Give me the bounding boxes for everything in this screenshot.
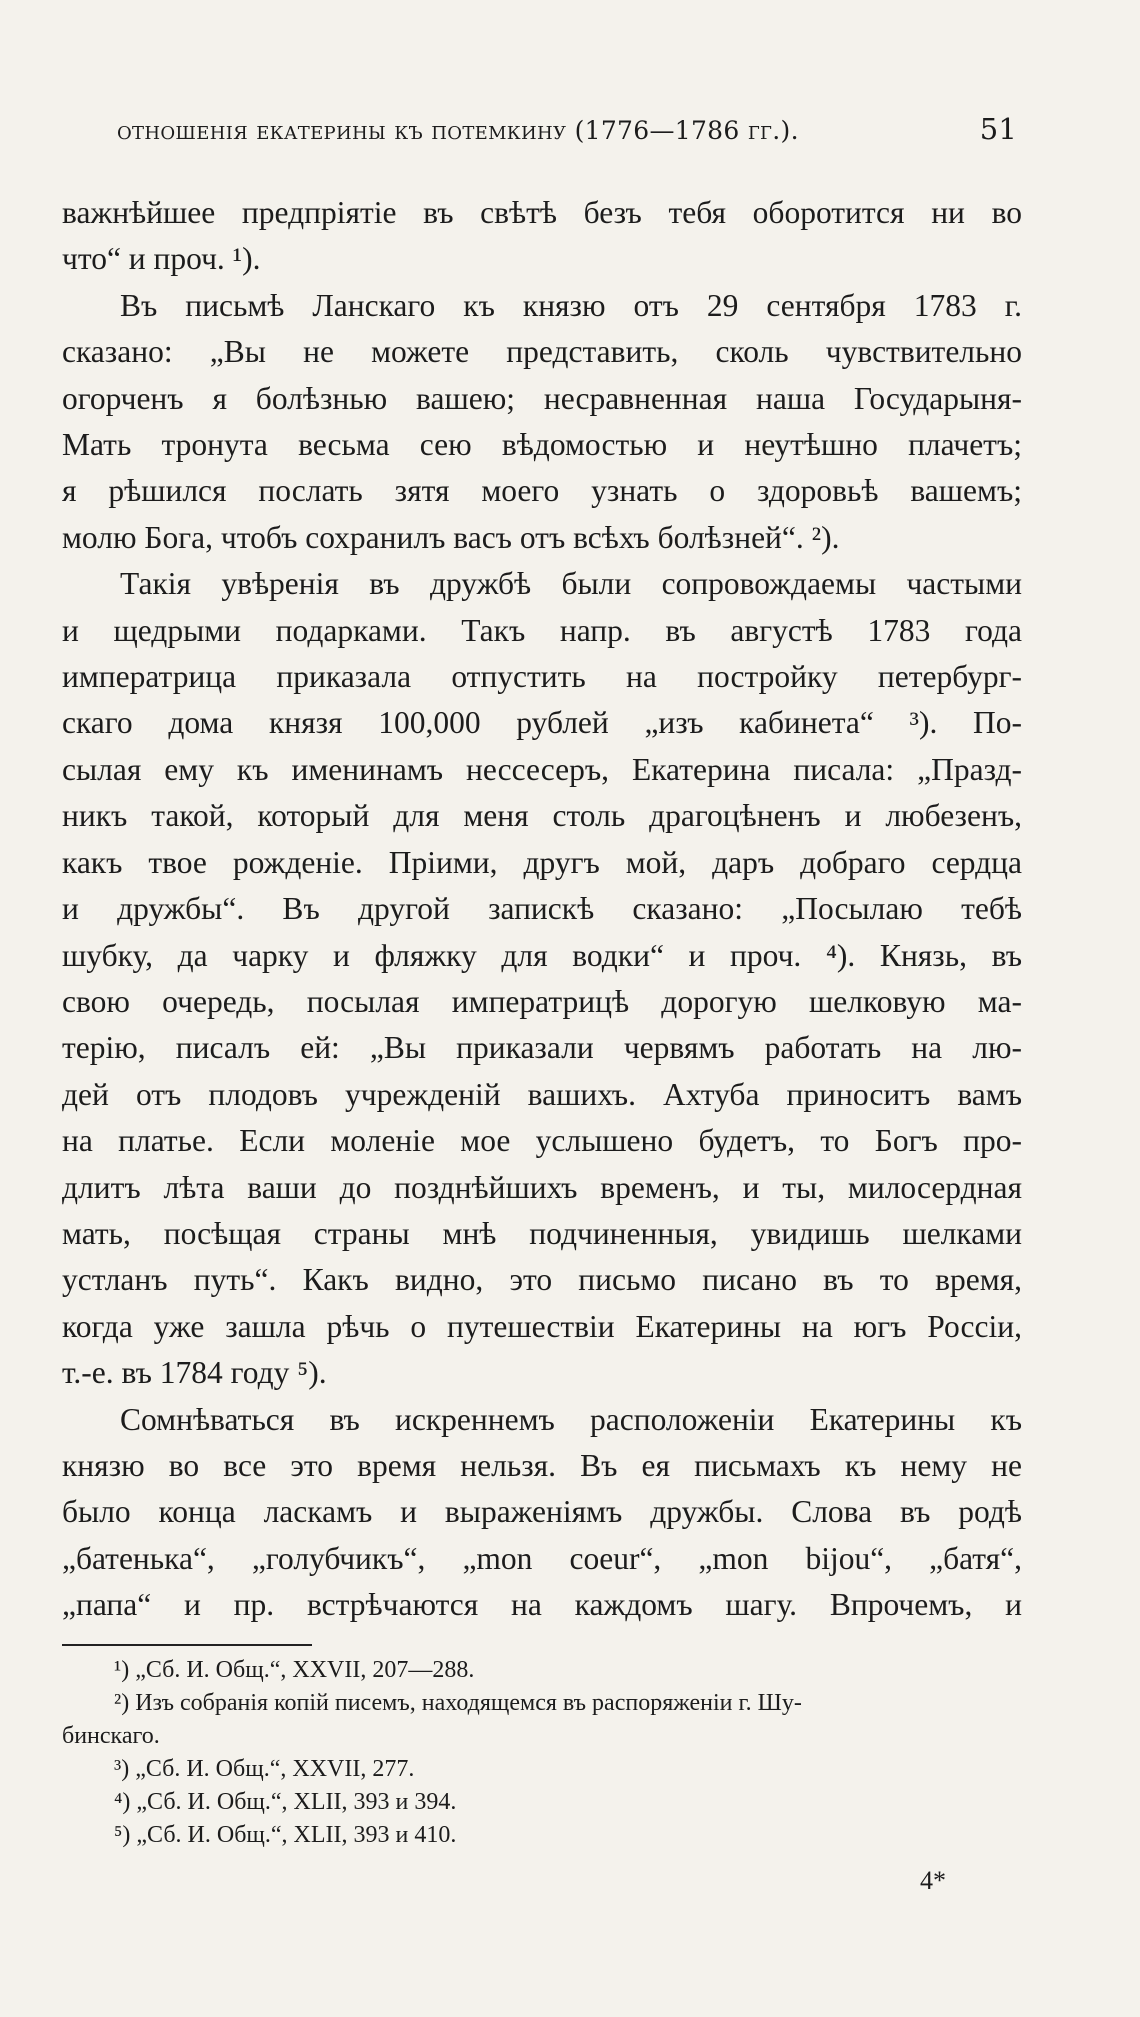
text-line: дей отъ плодовъ учрежденій вашихъ. Ахтуба приноситъ вамъ — [62, 1076, 1022, 1112]
text-line: важнѣйшее предпріятіе въ свѣтѣ безъ тебя оборотится ни во — [62, 195, 1022, 230]
page-number: 51 — [979, 112, 1017, 146]
text-line: было конца ласкамъ и выраженіямъ дружбы. Слова въ родѣ — [62, 1494, 1022, 1530]
text-line: свою очередь, посылая императрицѣ дорогую шелковую ма- — [62, 983, 1022, 1019]
text-line: и дружбы“. Въ другой запискѣ сказано: „Посылаю тебѣ — [62, 891, 1022, 927]
text-line: и щедрыми подарками. Такъ напр. въ августѣ 1783 года — [62, 612, 1022, 648]
footnote: ²) Изъ собранія копій писемъ, находящемся въ распоряженіи г. Шу- — [114, 1690, 802, 1716]
running-title: отношенія екатерины къ потемкину (1776—1786 гг.). — [117, 116, 799, 145]
text-line: Такія увѣренія въ дружбѣ были сопровождаемы частыми — [120, 566, 1022, 602]
text-line: никъ такой, который для меня столь драгоцѣненъ и любезенъ, — [62, 798, 1022, 834]
footnote: ¹) „Сб. И. Общ.“, XXVII, 207—288. — [114, 1657, 475, 1683]
text-line: Въ письмѣ Ланскаго къ князю отъ 29 сентября 1783 г. — [120, 287, 1022, 323]
text-line: когда уже зашла рѣчь о путешествіи Екатерины на югъ Россіи, — [62, 1308, 1022, 1344]
text-line: молю Бога, чтобъ сохранилъ васъ отъ всѣхъ болѣзней“. ²). — [62, 519, 840, 555]
footnotes — [62, 1654, 1022, 1852]
footnote: ⁵) „Сб. И. Общ.“, XLII, 393 и 410. — [114, 1822, 457, 1848]
text-line: что“ и проч. ¹). — [62, 241, 261, 277]
text-line: устланъ путь“. Какъ видно, это письмо писано въ то время, — [62, 1262, 1022, 1298]
text-line: т.-е. въ 1784 году ⁵). — [62, 1355, 327, 1391]
text-line: шубку, да чарку и фляжку для водки“ и проч. ⁴). Князь, въ — [62, 937, 1022, 973]
footnote: ³) „Сб. И. Общ.“, XXVII, 277. — [114, 1756, 415, 1782]
text-line: князю во все это время нельзя. Въ ея письмахъ къ нему не — [62, 1447, 1022, 1483]
main-text — [62, 190, 1022, 1629]
text-line: сылая ему къ именинамъ нессесеръ, Екатерина писала: „Празд- — [62, 751, 1022, 787]
text-line: длитъ лѣта ваши до позднѣйшихъ временъ, и ты, милосердная — [62, 1169, 1022, 1205]
signature-mark: 4* — [920, 1866, 946, 1895]
footnote-continuation: бинскаго. — [62, 1723, 160, 1749]
text-line: Мать тронута весьма сею вѣдомостью и неутѣшно плачетъ; — [62, 427, 1022, 463]
text-line: я рѣшился послать зятя моего узнать о здоровьѣ вашемъ; — [62, 473, 1022, 509]
text-line: „папа“ и пр. встрѣчаются на каждомъ шагу. Впрочемъ, и — [62, 1587, 1022, 1623]
text-line: терію, писалъ ей: „Вы приказали червямъ работать на лю- — [62, 1030, 1022, 1066]
text-line: огорченъ я болѣзнью вашею; несравненная наша Государыня- — [62, 380, 1022, 416]
text-line: императрица приказала отпустить на постройку петербург- — [62, 659, 1022, 695]
text-line: какъ твое рожденіе. Пріими, другъ мой, даръ добраго сердца — [62, 844, 1022, 880]
text-line: на платье. Если моленіе мое услышено будетъ, то Богъ про- — [62, 1123, 1022, 1159]
text-line: мать, посѣщая страны мнѣ подчиненныя, увидишь шелками — [62, 1215, 1022, 1251]
text-line: сказано: „Вы не можете представить, сколь чувствительно — [62, 334, 1022, 370]
footnote-divider — [62, 1644, 312, 1646]
text-line: „батенька“, „голубчикъ“, „mon coeur“, „mon bijou“, „батя“, — [62, 1540, 1022, 1576]
text-line: скаго дома князя 100,000 рублей „изъ кабинета“ ³). По- — [62, 705, 1022, 741]
text-line: Сомнѣваться въ искреннемъ расположеніи Екатерины къ — [120, 1401, 1022, 1437]
running-head — [117, 112, 1017, 146]
footnote: ⁴) „Сб. И. Общ.“, XLII, 393 и 394. — [114, 1789, 457, 1815]
